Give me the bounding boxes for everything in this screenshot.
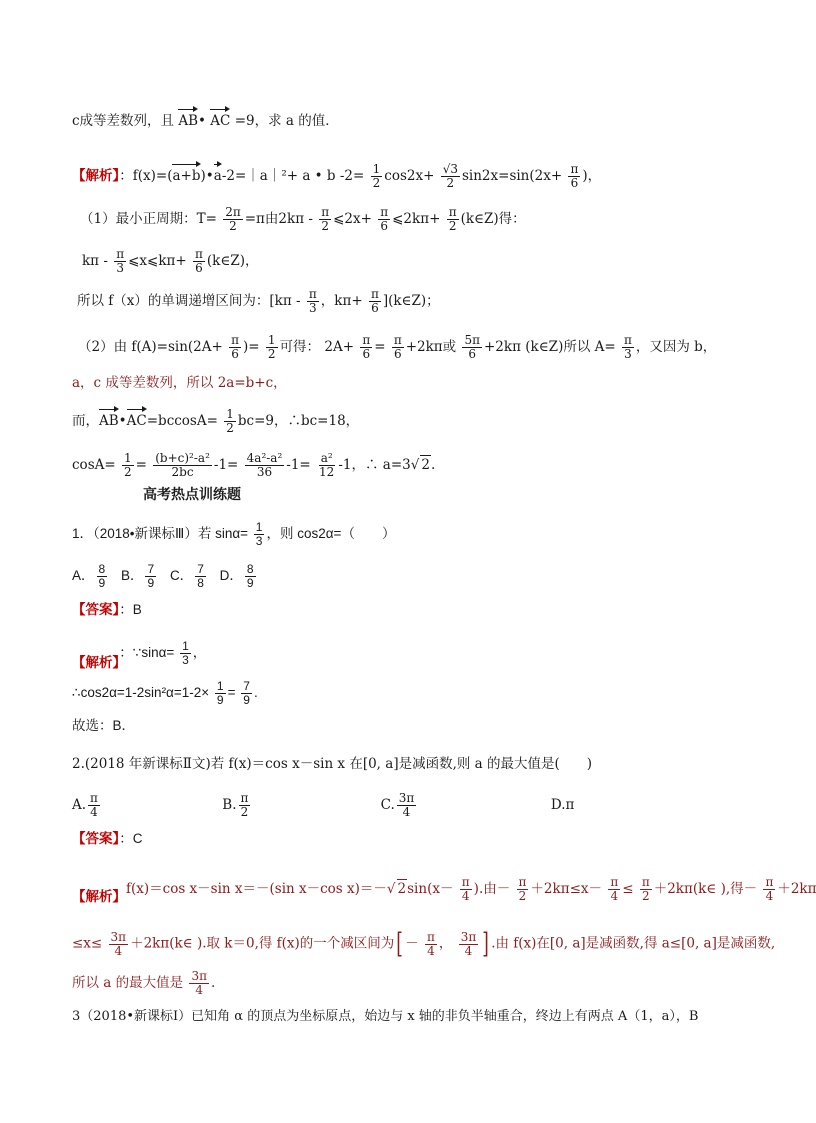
q2-sqrt-2: 2 <box>397 881 407 897</box>
question-3: 3（2018•新课标Ⅰ）已知角 α 的顶点为坐标原点，始边与 x 轴的非负半轴重合，终边上有两点 A（1，a），B <box>72 1009 699 1024</box>
part2-text-p: -1= <box>286 457 311 473</box>
frac-1-9: $\frac{1}{9}$ <box>216 679 224 707</box>
part2-text-q: -1，∴ a=3 <box>338 457 411 473</box>
frac-pi-6: $\frac{\pi}{6}$ <box>570 162 579 190</box>
frac-pi-3b: $\frac{\pi}{3}$ <box>308 287 317 315</box>
vector-a-plus-b: a+b <box>172 163 200 185</box>
frac-q2-3pi-4c: $\frac{3\pi}{4}$ <box>191 969 207 997</box>
part1-text-k: ](k∈Z)； <box>382 293 440 309</box>
vector-ac: AC <box>210 108 230 130</box>
q2-analysis-k: ＋2kπ(k∈ ).取 k＝0,得 f(x)的一个减区间为 <box>130 935 395 952</box>
frac-4a2-36: $\frac{\text{4a²-a²}}{36}$ <box>246 451 283 479</box>
part2-text-e: = <box>374 339 386 355</box>
part2-text-r: . <box>430 457 436 473</box>
q2-option-d[interactable]: D.π <box>550 797 575 813</box>
frac-pi-2: $\frac{\pi}{2}$ <box>321 205 330 233</box>
q2-analysis-l: － <box>405 935 419 952</box>
frac-1-3: $\frac{1}{3}$ <box>255 520 263 548</box>
part2-text-a: （2）由 f(A)=sin(2A+ <box>78 339 223 355</box>
frac-bc-2bc: $\frac{\text{(b+c)²-a²}}{2bc}$ <box>155 451 210 479</box>
section-title: 高考热点训练题 <box>143 487 241 503</box>
solution-text-a: ：f(x)=( <box>119 168 173 184</box>
frac-pi-6b: $\frac{\pi}{6}$ <box>380 205 389 233</box>
question-2: 2.(2018 年新课标Ⅱ文)若 f(x)＝cos x－sin x 在[0, a]是减函数,则 a 的最大值是( ) <box>72 756 593 772</box>
q2-analysis-g: ≤ <box>622 881 634 897</box>
frac-1-2b: $\frac{1}{2}$ <box>267 333 276 361</box>
q2-analysis-line-1: 【解析】f(x)＝cos x－sin x＝－(sin x－cos x)＝－√ 2sin(x－ $\frac{\pi}{4}$ ).由－ $\frac{\pi}{2}$ ＋2kπ≤x－ $\frac{\pi}{4}$ ≤ $\frac{\pi}{2}$ ＋2kπ(k∈ ),得－ $\frac{\pi}{4}$ ＋2kπ <box>72 875 816 904</box>
solution-text-c: -2=｜a｜²+ a • b -2= <box>221 168 365 184</box>
q1-option-c[interactable]: C． $\frac{7}{8}$ <box>169 562 204 590</box>
intro-text: c成等差数列，且 <box>72 113 175 129</box>
solution-line-1: 【解析】：f(x)=(a+b)•a-2=｜a｜²+ a • b -2= $\frac{1}{2}$ cos2x+ $\frac{√3}{2}$ sin2x=sin(2x+ $\frac{\pi}{6}$ )， <box>72 162 602 190</box>
part1-text-a: （1）最小正周期：T= <box>80 211 217 227</box>
part2-text-d: 2A+ <box>324 339 355 355</box>
part2-text-i: a，c 成等差数列，所以 2a=b+c， <box>72 375 287 391</box>
part2-text-b: )= <box>243 339 260 355</box>
part2-text-f: +2kπ或 <box>405 339 457 355</box>
q2-analysis-line-3 <box>72 970 215 997</box>
interval-left-bracket: [ <box>396 927 404 960</box>
sqrt-2: 2 <box>421 457 430 473</box>
frac-q2-pi-4d: $\frac{\pi}{4}$ <box>427 929 435 958</box>
part2-line-1 <box>78 334 716 361</box>
part2-text-o: -1= <box>213 457 239 473</box>
part2-text-h: ，又因为 b， <box>635 339 717 355</box>
frac-pi-6c: $\frac{\pi}{6}$ <box>195 247 203 275</box>
frac-1-2c: $\frac{1}{2}$ <box>226 407 234 435</box>
part1-text-c: ⩽2x+ <box>333 211 372 227</box>
answer-label: 【答案】 <box>72 602 120 617</box>
q1-text: 1．（2018•新课标Ⅲ）若 sinα= <box>72 526 249 542</box>
frac-q2-pi-2: $\frac{\pi}{2}$ <box>518 875 527 903</box>
q2-analysis-f: ＋2kπ≤x－ <box>530 881 603 897</box>
part2-line-3: 而，AB•AC=bccosA= $\frac{1}{2}$ bc=9，∴bc=18， <box>72 407 360 435</box>
frac-q2-pi-4b: $\frac{\pi}{4}$ <box>610 875 619 903</box>
q2-analysis-a: f(x)＝cos x－sin x＝－(sin x－cos x)＝－ <box>126 881 387 897</box>
q2-analysis-m: ， <box>438 935 453 952</box>
q2-answer <box>72 830 143 848</box>
frac-1-2: $\frac{1}{2}$ <box>372 162 381 190</box>
q1-option-b[interactable]: B． $\frac{7}{9}$ <box>120 562 155 590</box>
q2-analysis-c: sin <box>407 881 428 897</box>
part1-text-j: ，kπ+ <box>320 293 363 309</box>
q1-answer <box>72 601 142 619</box>
frac-pi-2b: $\frac{\pi}{2}$ <box>448 205 457 233</box>
part1-text-h: (k∈Z)， <box>206 253 259 269</box>
frac-1-2d: $\frac{1}{2}$ <box>123 451 132 479</box>
solution-text-b: ) <box>200 168 206 184</box>
vector-ac-2: AC <box>127 408 147 430</box>
answer-label-2: 【答案】 <box>72 831 120 846</box>
q2-analysis-o: 所以 a 的最大值是 <box>72 975 184 991</box>
part1-text-b: =π由2kπ - <box>244 211 313 227</box>
part1-line-3 <box>77 288 440 315</box>
q1-analysis-text-c: ∴cos2α=1-2sin²α=1-2× <box>72 685 210 701</box>
analysis-label-2: 【解析】 <box>72 889 126 904</box>
q2-analysis-e: .由－ <box>478 881 511 897</box>
frac-1-3b: $\frac{1}{3}$ <box>182 639 189 667</box>
q2-analysis-j: ≤x≤ <box>72 935 103 952</box>
q2-option-b[interactable]: B. $\frac{\pi}{2}$ <box>222 791 249 819</box>
frac-q2-pi-4c: $\frac{\pi}{4}$ <box>765 875 774 903</box>
q1-option-a[interactable]: A． $\frac{8}{9}$ <box>72 562 106 590</box>
part2-text-k: =bccosA= <box>146 413 218 429</box>
part2-text-g: +2kπ (k∈Z)所以 A= <box>484 339 616 355</box>
frac-sqrt3-2: $\frac{√3}{2}$ <box>442 162 458 190</box>
q1-analysis-line-2 <box>72 680 258 707</box>
part1-text-g: ⩽x⩽kπ+ <box>128 253 187 269</box>
q1-analysis <box>72 639 207 671</box>
frac-a2-12: $\frac{\text{a²}}{12}$ <box>319 451 335 479</box>
solution-label: 【解析】 <box>72 168 120 184</box>
q1-select: 故选：B． <box>72 718 136 733</box>
frac-pi-6f: $\frac{\pi}{6}$ <box>362 333 371 361</box>
q1-analysis-text-d: = <box>227 685 236 701</box>
part2-text-m: cosA= <box>72 457 116 473</box>
q1-analysis-text-e: . <box>253 685 258 701</box>
q2-option-a[interactable]: A. $\frac{\pi}{4}$ <box>72 791 98 819</box>
q2-analysis-i: ＋2kπ <box>777 881 816 897</box>
part1-line-1 <box>80 206 526 233</box>
frac-q2-pi-2b: $\frac{\pi}{2}$ <box>641 875 650 903</box>
q1-option-d[interactable]: D． $\frac{8}{9}$ <box>219 562 254 590</box>
interval-right-bracket: ] <box>482 927 489 960</box>
frac-q2-pi-4: $\frac{\pi}{4}$ <box>461 875 470 903</box>
part1-text-d: ⩽2kπ+ <box>392 211 441 227</box>
q2-analysis-d: x－ <box>432 881 454 897</box>
frac-q2-3pi-4b: $\frac{3\pi}{4}$ <box>460 929 477 958</box>
part2-line-4: cosA= $\frac{1}{2}$ = $\frac{\text{(b+c)²-a²}}{2bc}$ -1= $\frac{\text{4a²-a²}}{36}$ -1= $\frac{\text{a²}}{12}$ -1，∴ a=3√ 2. <box>72 451 436 479</box>
part2-text-c: 可得： <box>279 339 321 355</box>
frac-pi-6g: $\frac{\pi}{6}$ <box>393 333 402 361</box>
question-1 <box>72 521 395 548</box>
q1-text-b: ，则 cos2α=（ ） <box>266 526 396 542</box>
q1-analysis-text-b: ， <box>192 645 207 661</box>
vector-a: a <box>214 163 222 185</box>
solution-text-f: )， <box>582 168 602 184</box>
frac-7-9: $\frac{7}{9}$ <box>243 679 250 707</box>
frac-q2-3pi-4: $\frac{3\pi}{4}$ <box>110 929 127 958</box>
vector-ab: AB <box>178 108 198 130</box>
intro-text-end: =9，求 a 的值． <box>234 113 339 129</box>
part1-text-i: 所以 f（x）的单调递增区间为：[kπ - <box>77 293 301 309</box>
frac-pi-3c: $\frac{\pi}{3}$ <box>623 333 632 361</box>
frac-pi-6d: $\frac{\pi}{6}$ <box>370 287 379 315</box>
part1-text-f: kπ - <box>82 253 108 269</box>
q2-analysis-line-2 <box>72 927 776 960</box>
q2-analysis-n: .由 f(x)在[0, a]是减函数,得 a≤[0, a]是减函数, <box>491 935 776 952</box>
q1-options <box>72 563 258 590</box>
q2-options <box>72 792 574 819</box>
intro-line: c成等差数列，且 AB• AC =9，求 a 的值． <box>72 108 339 130</box>
vector-ab-2: AB <box>99 408 119 430</box>
part2-text-j: 而， <box>72 413 99 429</box>
frac-2pi-2: $\frac{2\pi}{2}$ <box>225 205 241 233</box>
part2-text-l: bc=9，∴bc=18， <box>237 413 360 429</box>
solution-text-e: sin2x=sin(2x+ <box>461 168 563 184</box>
frac-pi-3: $\frac{\pi}{3}$ <box>116 247 125 275</box>
analysis-label: 【解析】 <box>72 655 120 671</box>
frac-pi-6e: $\frac{\pi}{6}$ <box>231 333 240 361</box>
part2-line-2 <box>72 374 287 392</box>
solution-text-d: cos2x+ <box>384 168 435 184</box>
q2-analysis-p: . <box>210 975 216 991</box>
q1-answer-text: ：B <box>119 602 142 617</box>
q2-answer-text: ：C <box>119 831 143 846</box>
frac-5pi-6: $\frac{5\pi}{6}$ <box>464 333 480 361</box>
q2-option-c[interactable]: C. $\frac{3\pi}{4}$ <box>380 791 415 819</box>
q1-analysis-text: ：∵sinα= <box>119 645 175 661</box>
part1-text-e: (k∈Z)得： <box>460 211 526 227</box>
part2-text-n: = <box>135 457 147 473</box>
q2-analysis-h: ＋2kπ(k∈ ),得－ <box>653 881 758 897</box>
part1-line-2 <box>82 248 258 275</box>
